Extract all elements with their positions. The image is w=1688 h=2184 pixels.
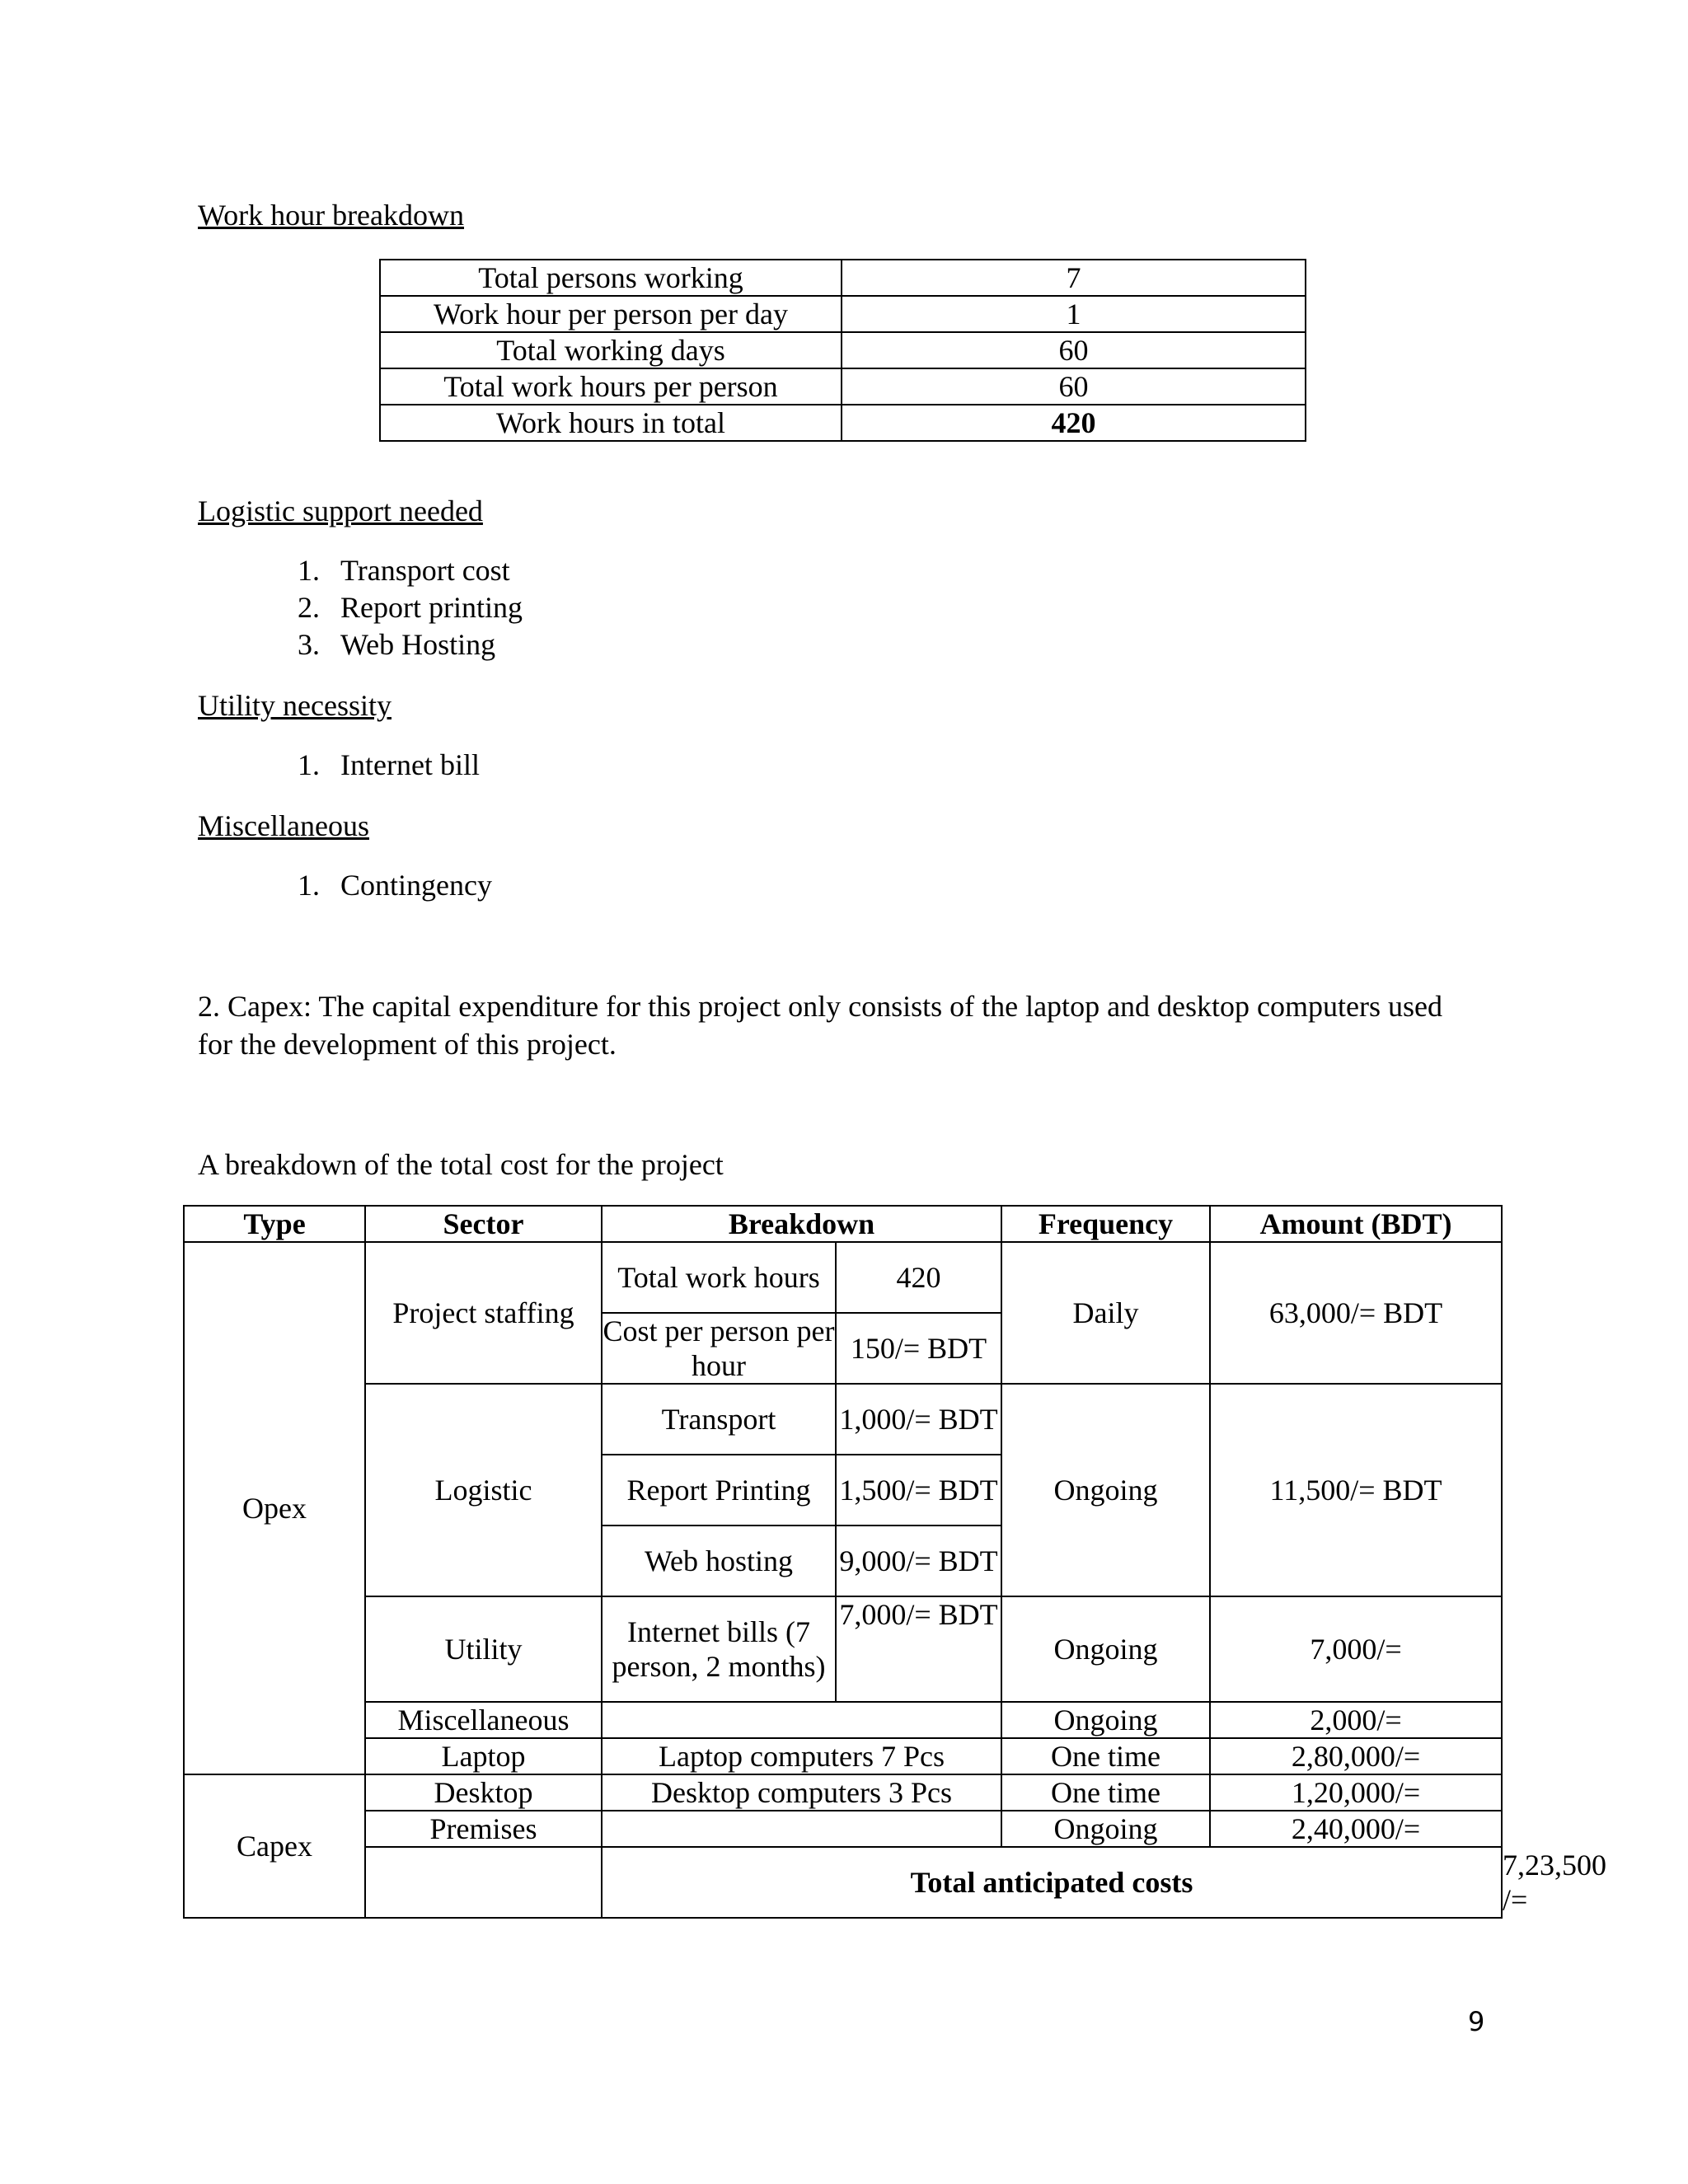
header-amount: Amount (BDT) (1210, 1206, 1502, 1242)
sector-cell: Project staffing (365, 1242, 602, 1384)
work-hours-total-value: 420 (842, 405, 1306, 441)
frequency-cell: Ongoing (1001, 1596, 1210, 1702)
work-hour-value: 1 (842, 296, 1306, 332)
list-number: 1. (298, 869, 320, 902)
cost-breakdown-table (183, 1205, 1607, 1919)
list-text: Transport cost (340, 554, 510, 587)
work-hour-value: 7 (842, 260, 1306, 296)
list-item (288, 867, 701, 904)
table-row (184, 1702, 1502, 1738)
list-item (288, 589, 701, 626)
header-frequency: Frequency (1001, 1206, 1210, 1242)
logistic-heading: Logistic support needed (198, 494, 483, 527)
logistic-list (288, 552, 701, 663)
breakdown-empty (602, 1811, 1001, 1847)
breakdown-value: 420 (836, 1242, 1001, 1313)
amount-cell: 11,500/= BDT (1210, 1384, 1502, 1596)
table-header-row (184, 1206, 1502, 1242)
table-row (380, 405, 1306, 441)
type-capex: Capex (184, 1774, 365, 1918)
frequency-cell: Ongoing (1001, 1702, 1210, 1738)
list-item (288, 552, 701, 589)
header-sector: Sector (365, 1206, 602, 1242)
list-text: Report printing (340, 591, 523, 624)
table-row (184, 1596, 1502, 1702)
list-number: 3. (298, 628, 320, 661)
utility-list (288, 747, 701, 784)
breakdown-item: Desktop computers 3 Pcs (602, 1774, 1001, 1811)
work-hour-label: Total persons working (380, 260, 842, 296)
breakdown-item: Laptop computers 7 Pcs (602, 1738, 1001, 1774)
list-text: Web Hosting (340, 628, 496, 661)
list-number: 1. (298, 554, 320, 587)
work-hour-label: Total working days (380, 332, 842, 368)
work-hour-value: 60 (842, 368, 1306, 405)
table-row (184, 1384, 1502, 1455)
breakdown-value: 1,500/= BDT (836, 1455, 1001, 1526)
cost-intro: A breakdown of the total cost for the project (198, 1148, 724, 1181)
list-item (288, 747, 701, 784)
sector-cell: Desktop (365, 1774, 602, 1811)
amount-cell: 7,000/= (1210, 1596, 1502, 1702)
frequency-cell: Ongoing (1001, 1384, 1210, 1596)
header-breakdown: Breakdown (602, 1206, 1001, 1242)
breakdown-item: Web hosting (602, 1526, 836, 1596)
misc-list (288, 867, 701, 904)
breakdown-value: 9,000/= BDT (836, 1526, 1001, 1596)
sector-cell: Laptop (365, 1738, 602, 1774)
sector-cell: Utility (365, 1596, 602, 1702)
sector-cell: Miscellaneous (365, 1702, 602, 1738)
breakdown-item: Internet bills (7 person, 2 months) (602, 1596, 836, 1702)
work-hour-value: 60 (842, 332, 1306, 368)
list-item (288, 626, 701, 663)
page-number: 9 (1468, 2006, 1485, 2037)
list-number: 2. (298, 591, 320, 624)
amount-cell: 2,80,000/= (1210, 1738, 1502, 1774)
work-hour-label: Total work hours per person (380, 368, 842, 405)
breakdown-value: 150/= BDT (836, 1313, 1001, 1384)
work-hour-label: Work hours in total (380, 405, 842, 441)
breakdown-item: Total work hours (602, 1242, 836, 1313)
table-total-row: Total anticipated costs 7,23,500 /= (184, 1847, 1502, 1918)
table-row (380, 296, 1306, 332)
work-hour-label: Work hour per person per day (380, 296, 842, 332)
amount-cell: 1,20,000/= (1210, 1774, 1502, 1811)
total-label: Total anticipated costs (602, 1847, 1502, 1918)
breakdown-item: Transport (602, 1384, 836, 1455)
table-row (184, 1774, 1502, 1811)
amount-cell: 2,40,000/= (1210, 1811, 1502, 1847)
frequency-cell: One time (1001, 1738, 1210, 1774)
amount-cell: 63,000/= BDT (1210, 1242, 1502, 1384)
breakdown-item: Cost per person per hour (603, 1315, 835, 1382)
sector-cell: Premises (365, 1811, 602, 1847)
work-hour-table (379, 259, 1306, 442)
type-opex: Opex (184, 1242, 365, 1774)
table-row (380, 260, 1306, 296)
list-text: Internet bill (340, 748, 480, 781)
table-row (184, 1811, 1502, 1847)
list-text: Contingency (340, 869, 492, 902)
table-row (184, 1738, 1502, 1774)
table-row (380, 368, 1306, 405)
header-type: Type (184, 1206, 365, 1242)
breakdown-item: Report Printing (602, 1455, 836, 1526)
amount-cell: 2,000/= (1210, 1702, 1502, 1738)
list-number: 1. (298, 748, 320, 781)
breakdown-empty (602, 1702, 1001, 1738)
sector-cell: Logistic (365, 1384, 602, 1596)
frequency-cell: Daily (1001, 1242, 1210, 1384)
capex-paragraph: 2. Capex: The capital expenditure for this project only consists of the laptop and desktop computers used for the development of this project. (198, 990, 1442, 1061)
breakdown-value: 7,000/= BDT (836, 1596, 1001, 1702)
total-empty-cell (365, 1847, 602, 1918)
work-hour-heading: Work hour breakdown (198, 199, 465, 232)
breakdown-value: 1,000/= BDT (836, 1384, 1001, 1455)
frequency-cell: One time (1001, 1774, 1210, 1811)
frequency-cell: Ongoing (1001, 1811, 1210, 1847)
table-row (380, 332, 1306, 368)
misc-heading: Miscellaneous (198, 809, 369, 842)
table-row (184, 1242, 1502, 1313)
utility-heading: Utility necessity (198, 689, 392, 722)
